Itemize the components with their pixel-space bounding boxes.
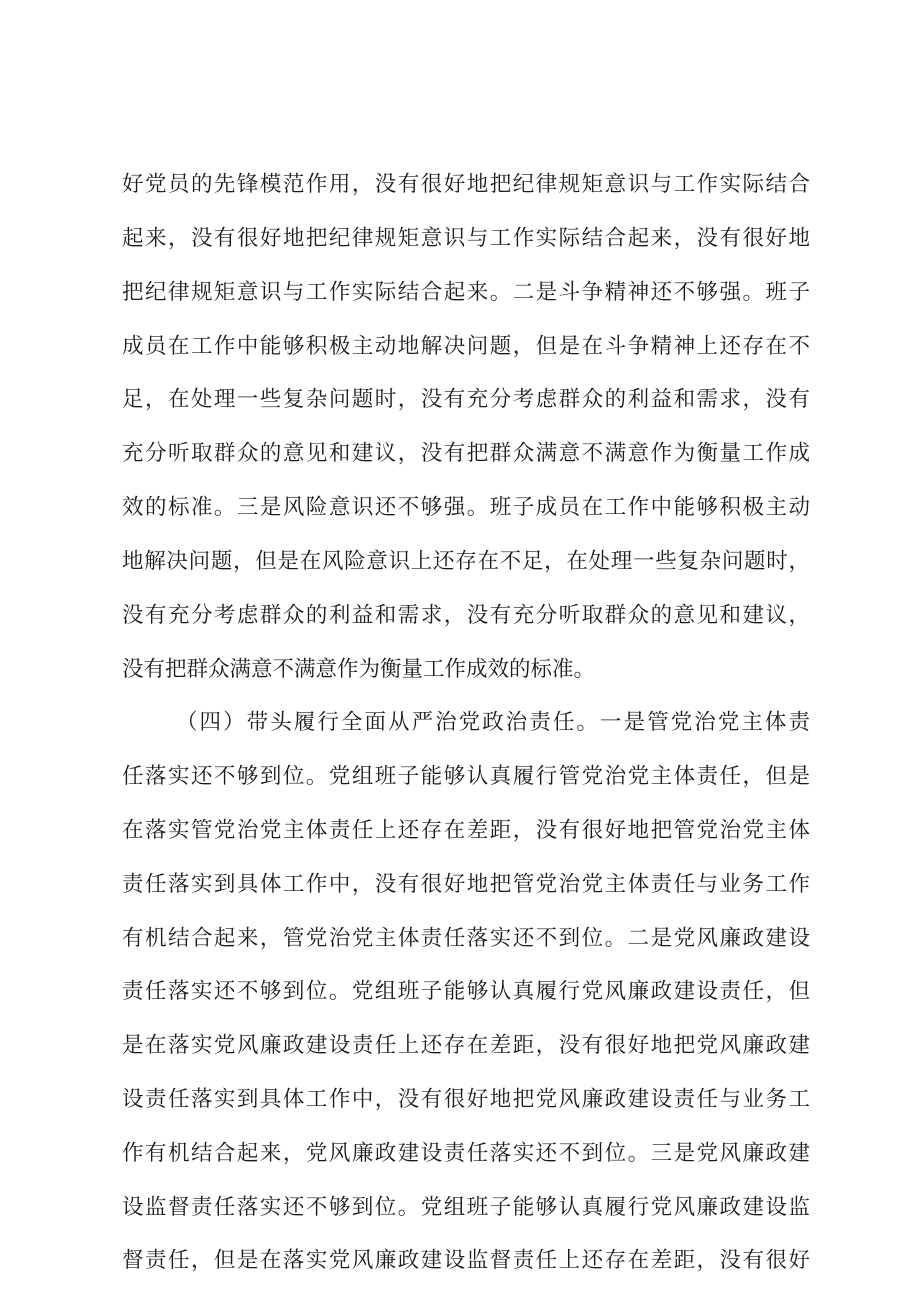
body-text-line: 起来，没有很好地把纪律规矩意识与工作实际结合起来，没有很好地 xyxy=(122,226,810,251)
body-text-line: 任落实还不够到位。党组班子能够认真履行管党治党主体责任，但是 xyxy=(122,764,810,789)
body-text-line: 有机结合起来，管党治党主体责任落实还不到位。二是党风廉政建设 xyxy=(122,926,810,951)
body-text-line: 充分听取群众的意见和建议，没有把群众满意不满意作为衡量工作成 xyxy=(122,441,810,466)
body-text-line: 设监督责任落实还不够到位。党组班子能够认真履行党风廉政建设监 xyxy=(122,1195,810,1220)
body-text-line: 成员在工作中能够积极主动地解决问题，但是在斗争精神上还存在不 xyxy=(122,334,810,359)
body-text-line: 责任落实还不够到位。党组班子能够认真履行党风廉政建设责任，但 xyxy=(122,979,810,1004)
body-text-line: 督责任，但是在落实党风廉政建设监督责任上还存在差距，没有很好 xyxy=(122,1248,810,1273)
body-text-line: 没有把群众满意不满意作为衡量工作成效的标准。 xyxy=(122,657,596,682)
body-text-line: 效的标准。三是风险意识还不够强。班子成员在工作中能够积极主动 xyxy=(122,495,810,520)
body-text-line: 地解决问题，但是在风险意识上还存在不足，在处理一些复杂问题时， xyxy=(122,549,810,574)
body-text-line: 设责任落实到具体工作中，没有很好地把党风廉政建设责任与业务工 xyxy=(122,1087,810,1112)
body-text-line: 把纪律规矩意识与工作实际结合起来。二是斗争精神还不够强。班子 xyxy=(122,280,810,305)
section-heading-line: （四）带头履行全面从严治党政治责任。一是管党治党主体责 xyxy=(176,710,810,735)
body-text-line: 是在落实党风廉政建设责任上还存在差距，没有很好地把党风廉政建 xyxy=(122,1033,810,1058)
body-text-line: 责任落实到具体工作中，没有很好地把管党治党主体责任与业务工作 xyxy=(122,872,810,897)
body-text-line: 足，在处理一些复杂问题时，没有充分考虑群众的利益和需求，没有 xyxy=(122,387,810,412)
body-text-line: 作有机结合起来，党风廉政建设责任落实还不到位。三是党风廉政建 xyxy=(122,1141,810,1166)
body-text-line: 好党员的先锋模范作用，没有很好地把纪律规矩意识与工作实际结合 xyxy=(122,172,810,197)
body-text-line: 没有充分考虑群众的利益和需求，没有充分听取群众的意见和建议， xyxy=(122,603,810,628)
body-text-line: 在落实管党治党主体责任上还存在差距，没有很好地把管党治党主体 xyxy=(122,818,810,843)
